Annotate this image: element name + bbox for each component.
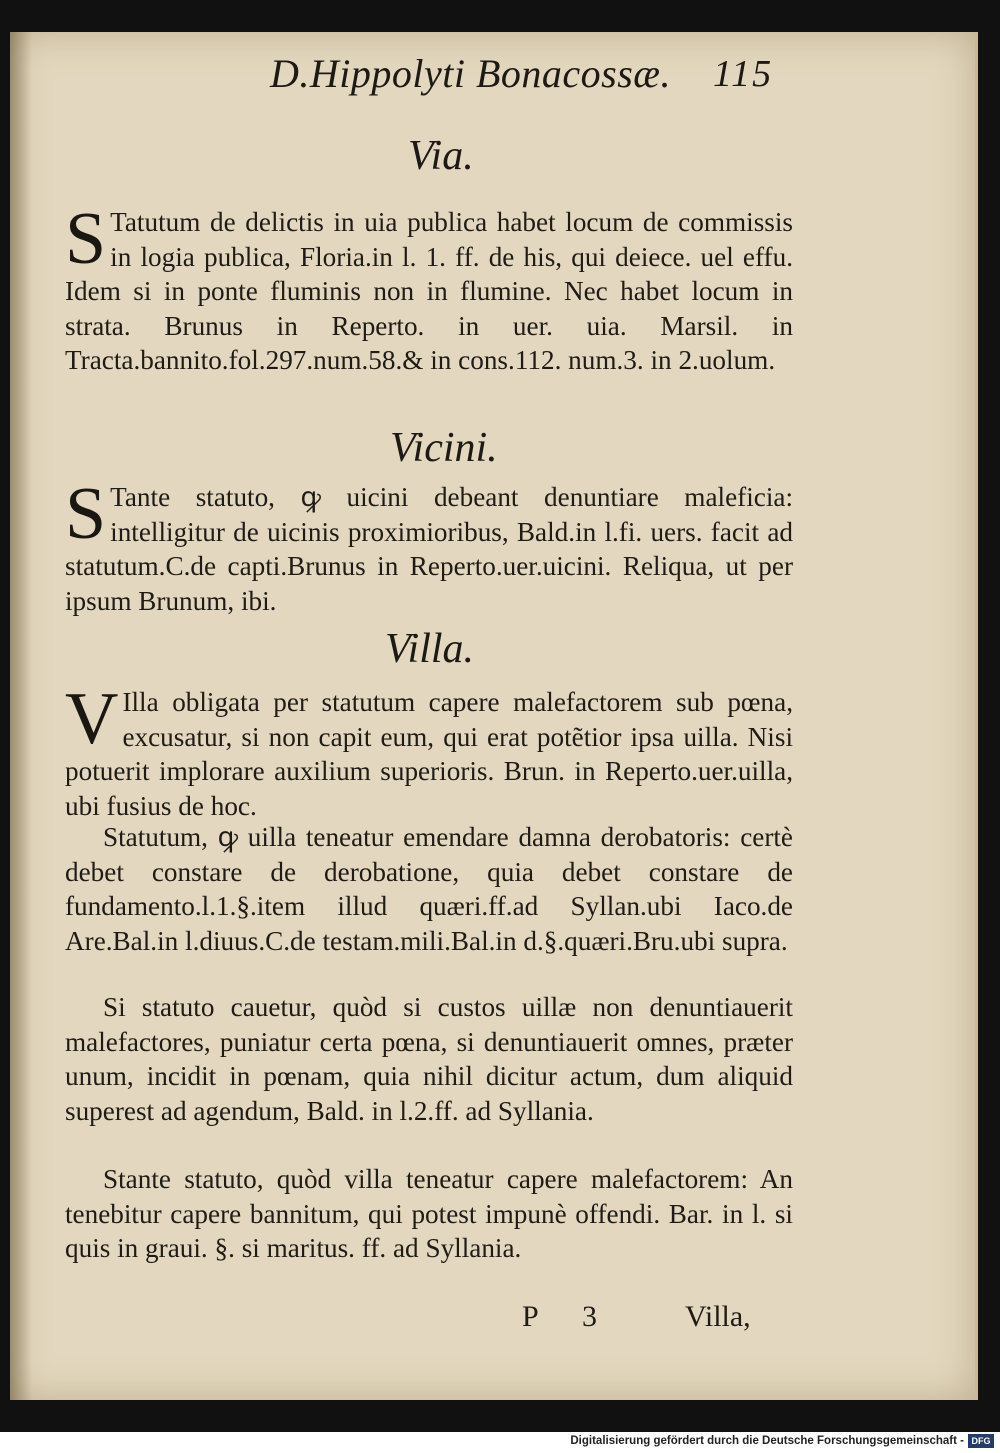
paragraph-text: Si statuto cauetur, quòd si custos uillæ non denuntiauerit malefactores, puniatur certa pœna, si denuntiauerit omnes, præter unum, incidit in pœnam, quia nihil dicitur actum, dum aliquid superest ad agendum, Bald. in l.2.ff. ad Syllania.	[65, 992, 793, 1126]
paragraph-villa-3	[65, 990, 793, 1128]
drop-capital: V	[65, 678, 119, 760]
section-heading-villa: Villa.	[385, 626, 475, 672]
paragraph-text: Illa obligata per statutum capere malefactorem sub pœna, excusatur, si non capit eum, qui erat potẽtior ipsa uilla. Nisi potuerit implorare auxilium superioris. Brun. in Reperto.uer.uilla, ubi fusius de hoc.	[65, 687, 793, 821]
running-title: D.Hippolyti Bonacossæ.	[270, 51, 671, 96]
paragraph-text: Stante statuto, quòd villa teneatur capere malefactorem: An tenebitur capere bannitum, qui potest impunè offendi. Bar. in l. si quis in graui. §. si maritus. ff. ad Syllania.	[65, 1164, 793, 1264]
paragraph-via-1	[65, 198, 793, 378]
catchword: Villa,	[685, 1300, 751, 1333]
signature-mark: P	[522, 1300, 539, 1333]
section-heading-via: Via.	[408, 133, 474, 179]
paragraph-text: Statutum, ꝙ uilla teneatur emendare damna derobatoris: certè debet constare de derobatione, quia debet constare de fundamento.l.1.§.item illud quæri.ff.ad Syllan.ubi Iaco.de Are.Bal.in l.diuus.C.de testam.mili.Bal.in d.§.quæri.Bru.ubi supra.	[65, 822, 793, 956]
paragraph-villa-2	[65, 820, 793, 958]
paragraph-vicini-1	[65, 473, 793, 618]
drop-capital: S	[65, 473, 107, 555]
paragraph-text: Tatutum de delictis in uia publica habet locum de commissis in logia publica, Floria.in l. 1. ff. de his, qui deiece. uel effu. Idem si in ponte fluminis non in flumine. Nec habet locum in strata. Brunus in Reperto. in uer. uia. Marsil. in Tracta.bannito.fol.297.num.58.& in cons.112. num.3. in 2.uolum.	[65, 207, 793, 376]
digitization-credit: Digitalisierung gefördert durch die Deutsche Forschungsgemeinschaft -	[570, 1435, 964, 1447]
signature-number: 3	[582, 1300, 597, 1333]
paragraph-villa-1	[65, 678, 793, 823]
paragraph-text: Tante statuto, ꝙ uicini debeant denuntiare maleficia: intelligitur de uicinis proximioribus, Bald.in l.fi. uers. facit ad statutum.C.de capti.Brunus in Reperto.uer.uicini. Reliqua, ut per ipsum Brunum, ibi.	[65, 482, 793, 616]
drop-capital: S	[65, 198, 107, 280]
section-heading-vicini: Vicini.	[390, 425, 498, 471]
page-number: 115	[713, 53, 774, 95]
paragraph-villa-4	[65, 1162, 793, 1266]
dfg-logo-icon: DFG	[968, 1434, 994, 1448]
gutter-shadow	[10, 32, 32, 1400]
